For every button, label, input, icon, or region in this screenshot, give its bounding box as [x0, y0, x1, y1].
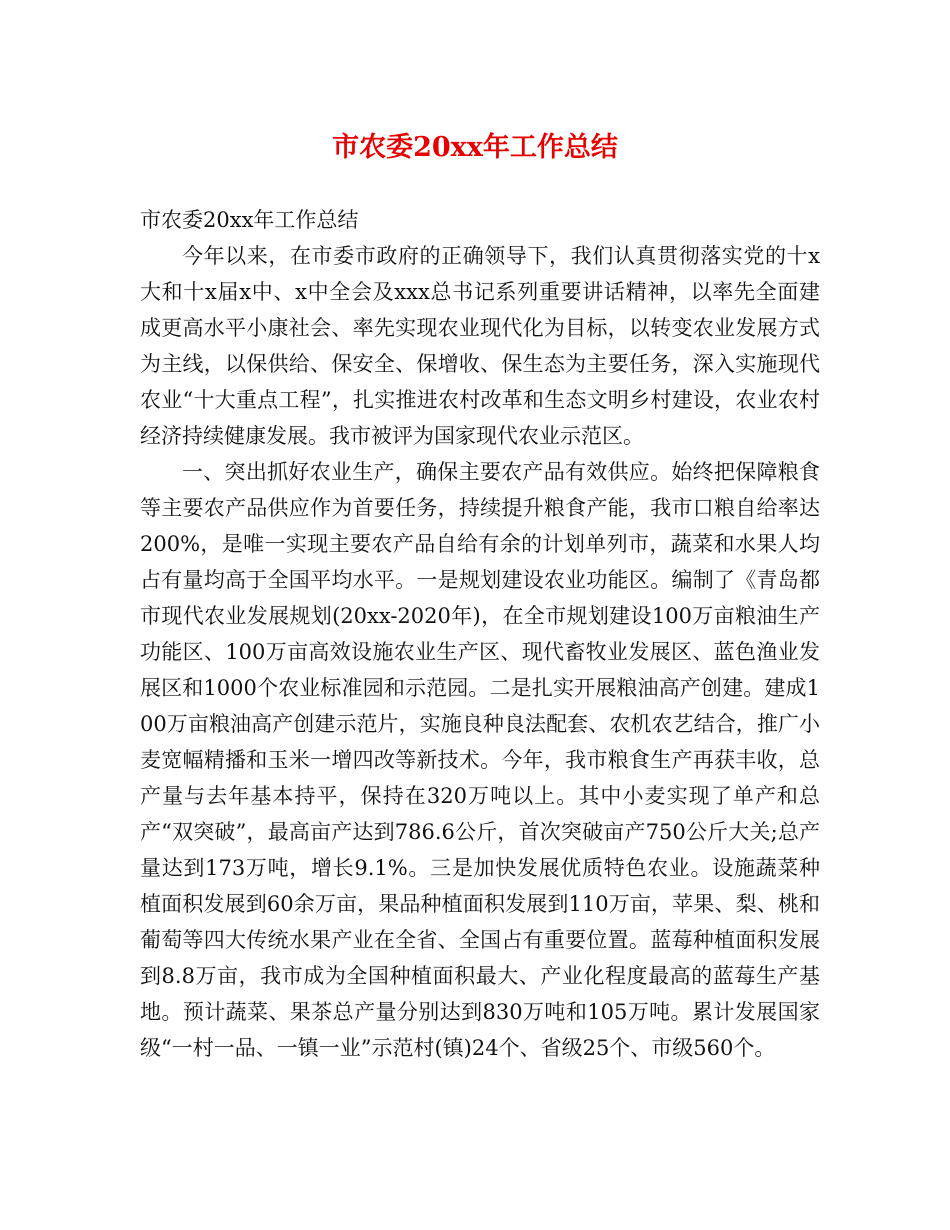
document-title: 市农委20xx年工作总结: [332, 132, 618, 163]
paragraph-intro: 今年以来，在市委市政府的正确领导下，我们认真贯彻落实党的十x大和十x届x中、x中全会及xxx总书记系列重要讲话精神，以率先全面建成更高水平小康社会、率先实现农业现代化为目标，以转变农业发展方式为主线，以保供给、保安全、保增收、保生态为主要任务，深入实施现代农业“十大重点工程”，扎实推进农村改革和生态文明乡村建设，农业农村经济持续健康发展。我市被评为国家现代农业示范区。: [140, 244, 820, 448]
document-subtitle: 市农委20xx年工作总结: [140, 208, 359, 232]
document-body: [140, 202, 820, 1066]
paragraph-section-one: 一、突出抓好农业生产，确保主要农产品有效供应。始终把保障粮食等主要农产品供应作为首要任务，持续提升粮食产能，我市口粮自给率达200%，是唯一实现主要农产品自给有余的计划单列市，蔬菜和水果人均占有量均高于全国平均水平。一是规划建设农业功能区。编制了《青岛都市现代农业发展规划(20xx-2020年)，在全市规划建设100万亩粮油生产功能区、100万亩高效设施农业生产区、现代畜牧业发展区、蓝色渔业发展区和1000个农业标准园和示范园。二是扎实开展粮油高产创建。建成100万亩粮油高产创建示范片，实施良种良法配套、农机农艺结合，推广小麦宽幅精播和玉米一增四改等新技术。今年，我市粮食生产再获丰收，总产量与去年基本持平，保持在320万吨以上。其中小麦实现了单产和总产“双突破”，最高亩产达到786.6公斤，首次突破亩产750公斤大关;总产量达到173万吨，增长9.1%。三是加快发展优质特色农业。设施蔬菜种植面积发展到60余万亩，果品种植面积发展到110万亩，苹果、梨、桃和葡萄等四大传统水果产业在全省、全国占有重要位置。蓝莓种植面积发展到8.8万亩，我市成为全国种植面积最大、产业化程度最高的蓝莓生产基地。预计蔬菜、果茶总产量分别达到830万吨和105万吨。累计发展国家级“一村一品、一镇一业”示范村(镇)24个、省级25个、市级560个。: [140, 460, 820, 1060]
